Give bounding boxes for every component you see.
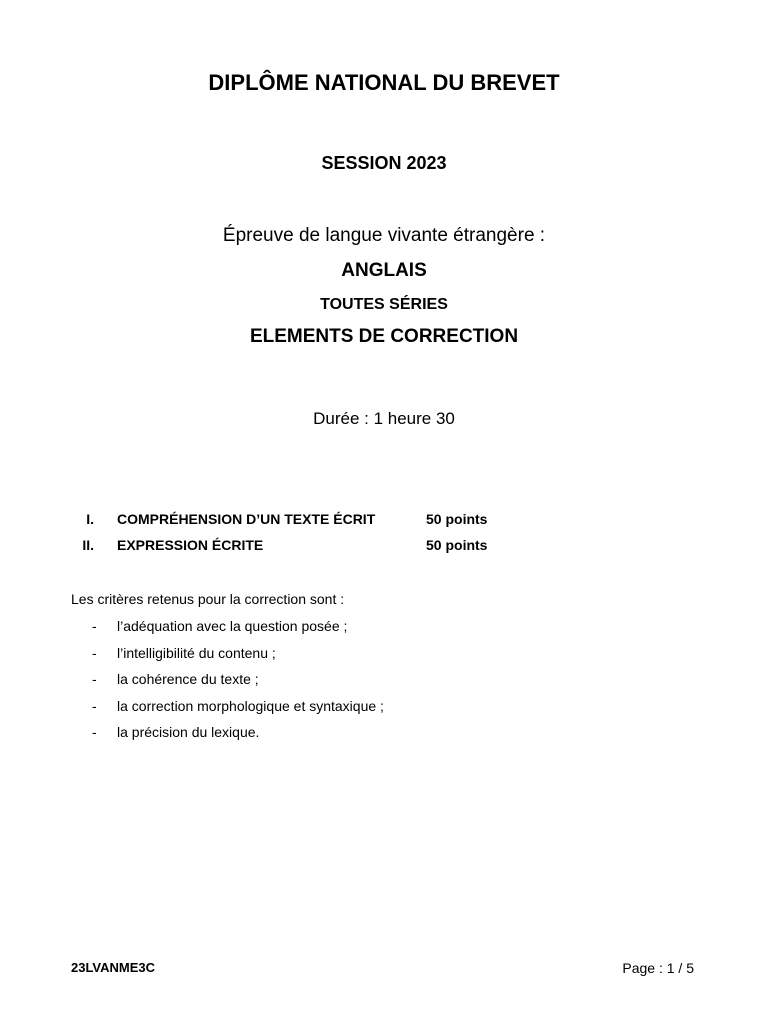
part-title: COMPRÉHENSION D’UN TEXTE ÉCRIT bbox=[117, 511, 376, 527]
list-item bbox=[0, 698, 768, 725]
list-item bbox=[0, 645, 768, 672]
bullet-dash: - bbox=[92, 724, 97, 741]
criteria-intro: Les critères retenus pour la correction sont : bbox=[71, 591, 345, 607]
part-row bbox=[0, 537, 768, 557]
list-item bbox=[0, 671, 768, 698]
criterion-text: la correction morphologique et syntaxique ; bbox=[117, 697, 384, 714]
part-row bbox=[0, 511, 768, 531]
document-code: 23LVANME3C bbox=[71, 960, 156, 975]
criterion-text: la cohérence du texte ; bbox=[117, 671, 259, 688]
criterion-text: la précision du lexique. bbox=[117, 724, 260, 741]
bullet-dash: - bbox=[92, 644, 97, 661]
page-number: Page : 1 / 5 bbox=[622, 960, 694, 976]
list-item bbox=[0, 724, 768, 751]
criterion-text: l’intelligibilité du contenu ; bbox=[117, 644, 276, 661]
part-points: 50 points bbox=[426, 511, 488, 527]
duration-line: Durée : 1 heure 30 bbox=[313, 409, 455, 428]
bullet-dash: - bbox=[92, 671, 97, 688]
criteria-list bbox=[0, 618, 768, 751]
correction-heading: ELEMENTS DE CORRECTION bbox=[249, 326, 519, 347]
bullet-dash: - bbox=[92, 697, 97, 714]
exam-type-line: Épreuve de langue vivante étrangère : bbox=[222, 225, 546, 246]
document-title: DIPLÔME NATIONAL DU BREVET bbox=[208, 70, 560, 95]
part-points: 50 points bbox=[426, 537, 488, 553]
session-heading: SESSION 2023 bbox=[321, 153, 447, 173]
series-heading: TOUTES SÉRIES bbox=[320, 296, 448, 313]
bullet-dash: - bbox=[92, 618, 97, 634]
part-number: II. bbox=[82, 537, 94, 553]
part-number: I. bbox=[86, 511, 94, 527]
criterion-text: l’adéquation avec la question posée ; bbox=[117, 618, 348, 634]
language-heading: ANGLAIS bbox=[341, 260, 427, 281]
list-item bbox=[0, 618, 768, 645]
part-title: EXPRESSION ÉCRITE bbox=[117, 537, 264, 553]
